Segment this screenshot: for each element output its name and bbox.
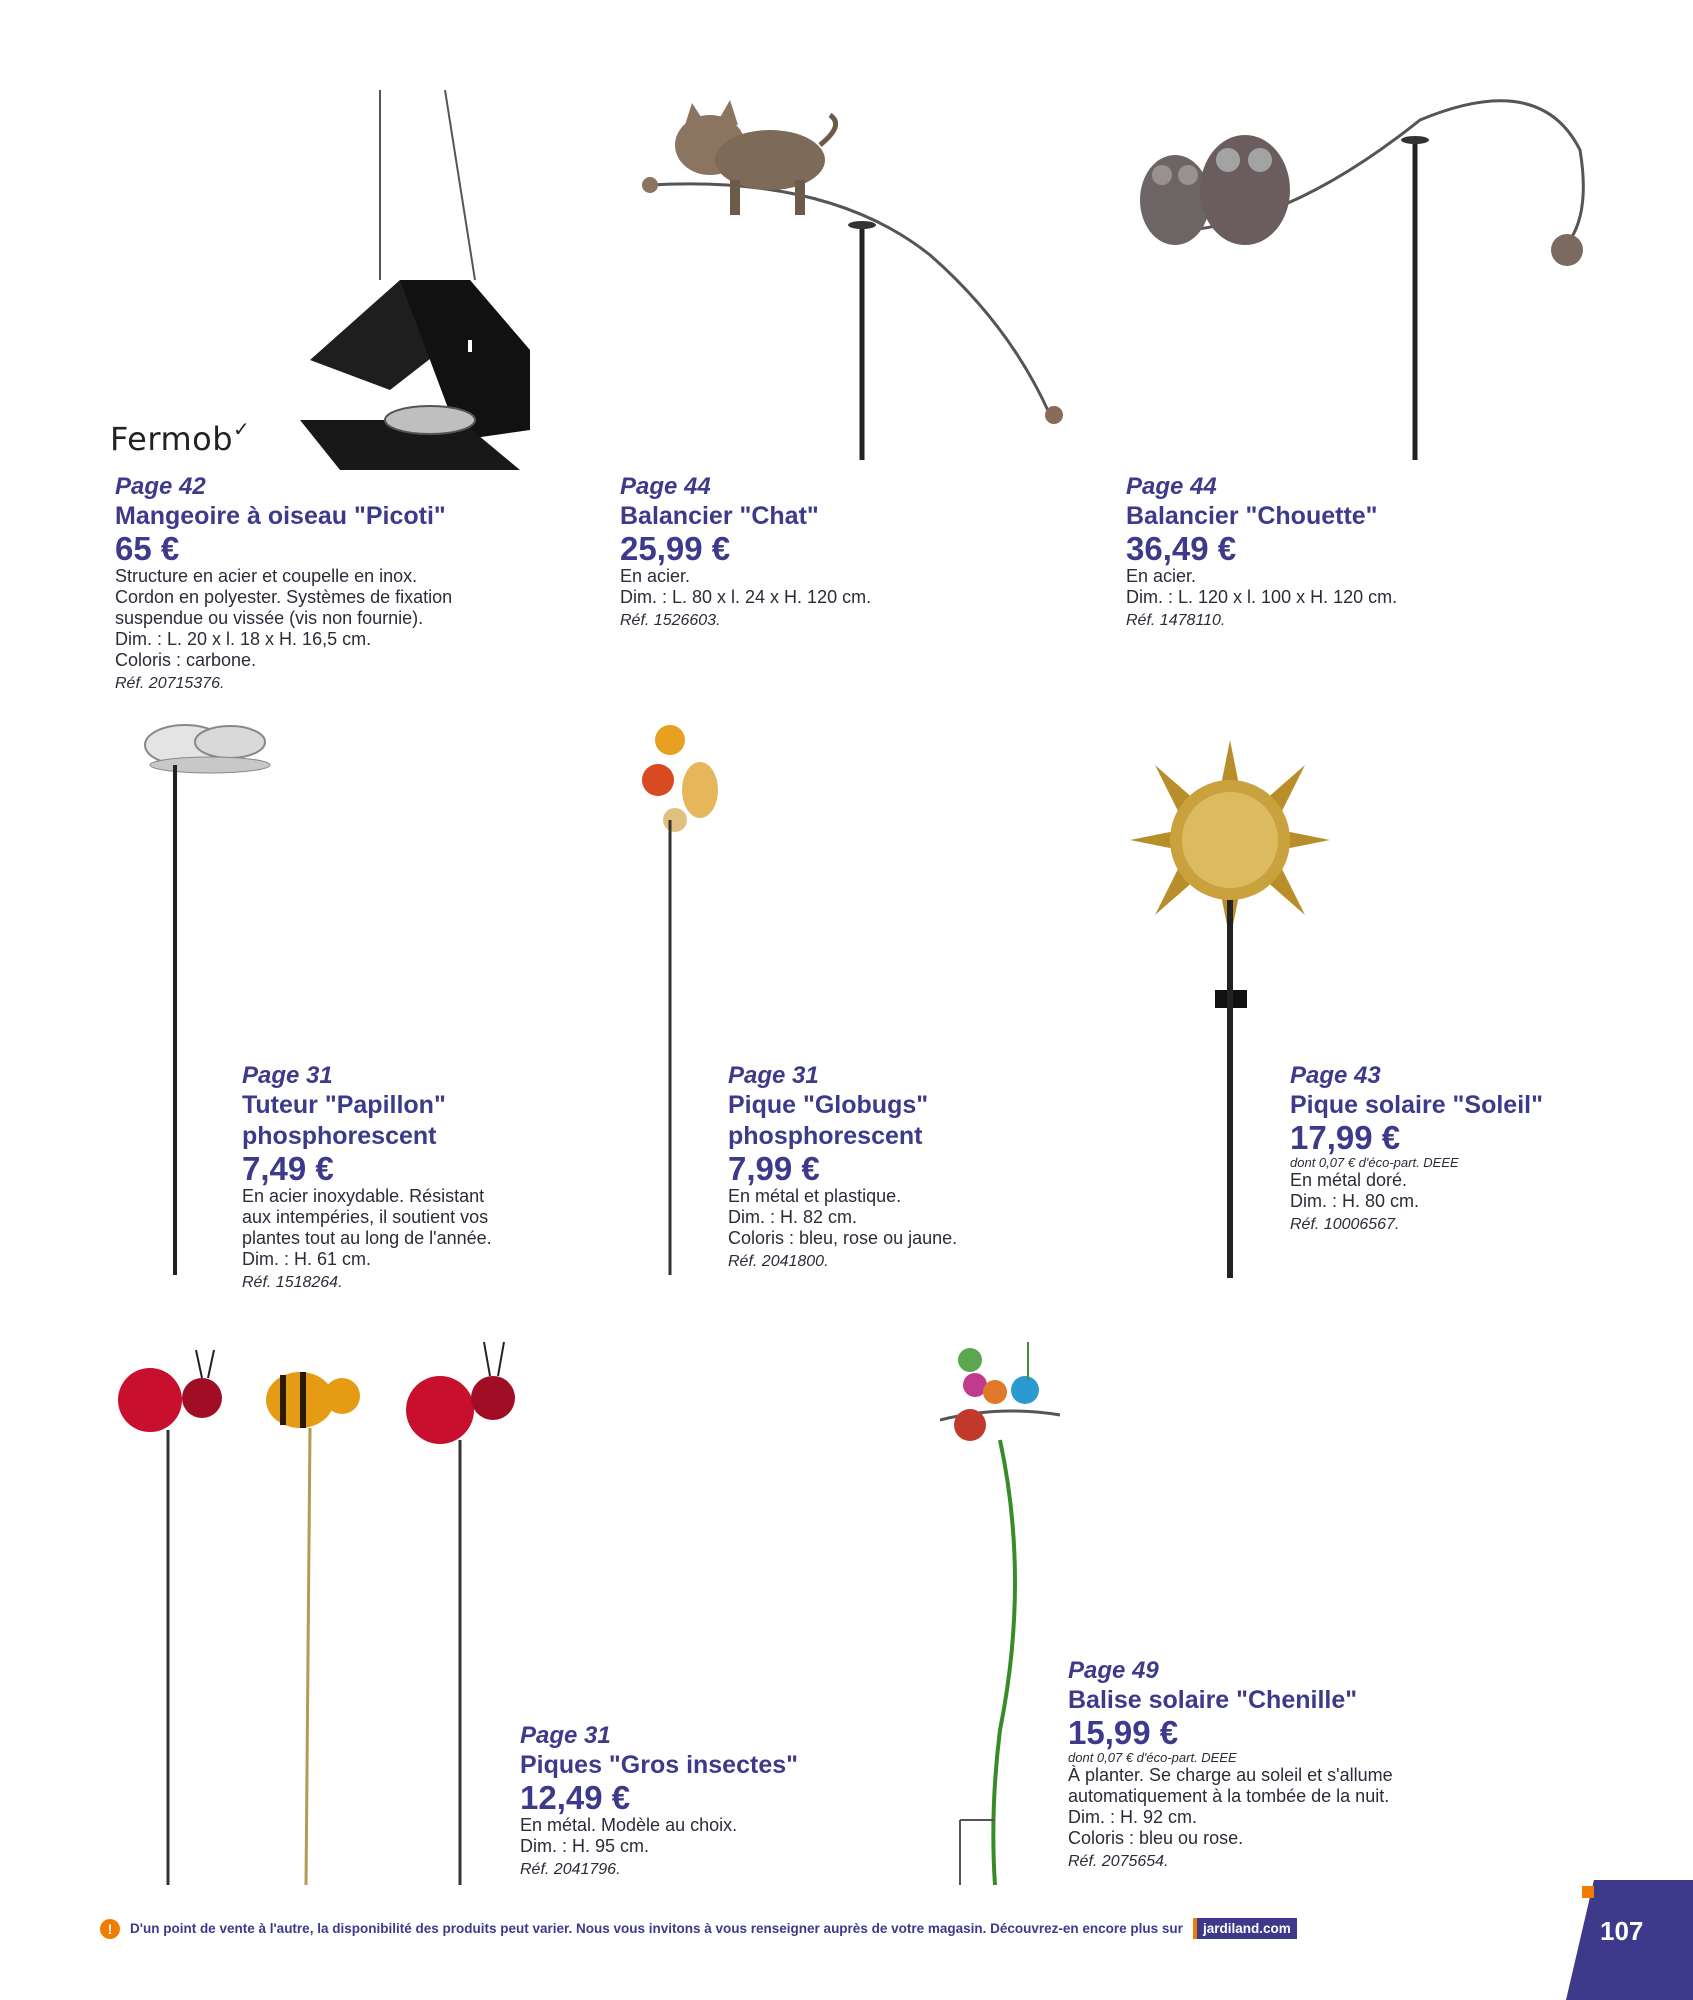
product-dimensions: Dim. : H. 61 cm.: [242, 1249, 372, 1269]
product-description: En acier.: [1126, 566, 1197, 586]
product-pique-soleil: [1290, 1062, 1610, 1236]
product-price: 7,49 €: [242, 1150, 334, 1187]
product-balise-chenille: [1068, 1657, 1528, 1873]
product-price: 7,99 €: [728, 1150, 820, 1187]
product-dimensions: Dim. : H. 95 cm.: [520, 1836, 650, 1856]
product-price: 65 €: [115, 530, 180, 567]
product-description: suspendue ou vissée (vis non fournie).: [115, 608, 424, 628]
product-dimensions: Dim. : L. 20 x l. 18 x H. 16,5 cm.: [115, 629, 372, 649]
product-reference: Réf. 2075654.: [1068, 1853, 1169, 1870]
product-title: phosphorescent: [242, 1122, 437, 1150]
product-reference: Réf. 1526603.: [620, 612, 721, 629]
big-insects-stakes-image: [110, 1330, 530, 1890]
bird-feeder-image: [290, 90, 550, 470]
product-reference: Réf. 2041796.: [520, 1861, 621, 1878]
product-title: Balise solaire "Chenille": [1068, 1686, 1358, 1714]
product-title: Balancier "Chouette": [1126, 502, 1378, 530]
owl-balancer-image: [1120, 90, 1600, 470]
page-reference: Page 31: [520, 1722, 611, 1749]
product-colors: Coloris : bleu ou rose.: [1068, 1828, 1244, 1848]
product-description: En métal doré.: [1290, 1170, 1408, 1190]
product-reference: Réf. 1478110.: [1126, 612, 1226, 629]
product-title: Pique solaire "Soleil": [1290, 1091, 1543, 1119]
product-dimensions: Dim. : H. 82 cm.: [728, 1207, 858, 1227]
product-description: En acier inoxydable. Résistant: [242, 1186, 485, 1206]
product-picoti: [115, 473, 585, 695]
product-description: Structure en acier et coupelle en inox.: [115, 566, 418, 586]
product-reference: Réf. 20715376.: [115, 675, 225, 692]
product-title: Pique "Globugs": [728, 1091, 929, 1119]
notice-text: D'un point de vente à l'autre, la disponibilité des produits peut varier. Nous vous invitons à vous renseigner auprès de votre magasin. Découvrez-en encore plus sur: [130, 1921, 1183, 1936]
product-reference: Réf. 1518264.: [242, 1274, 343, 1291]
page-number: 107: [1600, 1916, 1644, 1946]
page-reference: Page 31: [242, 1062, 333, 1089]
product-tuteur-papillon: [242, 1062, 622, 1294]
product-dimensions: Dim. : L. 120 x l. 100 x H. 120 cm.: [1126, 587, 1398, 607]
product-description: En acier.: [620, 566, 691, 586]
page-reference: Page 42: [115, 473, 206, 500]
page-reference: Page 31: [728, 1062, 819, 1089]
eco-participation: dont 0,07 € d'éco-part. DEEE: [1068, 1750, 1237, 1765]
cat-balancer-image: [630, 85, 1080, 465]
product-price: 25,99 €: [620, 530, 731, 567]
product-price: 12,49 €: [520, 1779, 631, 1816]
product-dimensions: Dim. : H. 92 cm.: [1068, 1807, 1198, 1827]
product-title: phosphorescent: [728, 1122, 923, 1150]
page-reference: Page 43: [1290, 1062, 1381, 1089]
product-dimensions: Dim. : H. 80 cm.: [1290, 1191, 1420, 1211]
product-description: aux intempéries, il soutient vos: [242, 1207, 489, 1227]
page-reference: Page 44: [620, 473, 711, 500]
product-price: 15,99 €: [1068, 1714, 1179, 1751]
fermob-logo: Fermob✓: [110, 417, 251, 458]
product-gros-insectes: [520, 1722, 900, 1881]
product-title: Piques "Gros insectes": [520, 1751, 798, 1779]
product-balancier-chouette: [1126, 473, 1566, 632]
globugs-stake-image: [620, 720, 730, 1280]
product-dimensions: Dim. : L. 80 x l. 24 x H. 120 cm.: [620, 587, 872, 607]
product-title: Tuteur "Papillon": [242, 1091, 446, 1119]
product-description: En métal et plastique.: [728, 1186, 902, 1206]
eco-participation: dont 0,07 € d'éco-part. DEEE: [1290, 1155, 1459, 1170]
info-icon: !: [100, 1919, 120, 1939]
product-title: Balancier "Chat": [620, 502, 819, 530]
product-description: plantes tout au long de l'année.: [242, 1228, 492, 1248]
product-reference: Réf. 2041800.: [728, 1253, 829, 1270]
product-price: 17,99 €: [1290, 1119, 1401, 1156]
product-description: automatiquement à la tombée de la nuit.: [1068, 1786, 1390, 1806]
product-colors: Coloris : carbone.: [115, 650, 257, 670]
product-reference: Réf. 10006567.: [1290, 1216, 1400, 1233]
product-description: À planter. Se charge au soleil et s'allume: [1068, 1765, 1393, 1785]
tab-accent: [1582, 1886, 1594, 1898]
jardiland-link[interactable]: jardiland.com: [1193, 1918, 1297, 1939]
product-balancier-chat: [620, 473, 1040, 632]
caterpillar-stake-image: [940, 1330, 1080, 1890]
page-reference: Page 44: [1126, 473, 1217, 500]
product-colors: Coloris : bleu, rose ou jaune.: [728, 1228, 958, 1248]
page-reference: Page 49: [1068, 1657, 1159, 1684]
product-description: En métal. Modèle au choix.: [520, 1815, 738, 1835]
availability-notice: [100, 1918, 1297, 1939]
product-pique-globugs: [728, 1062, 1088, 1273]
product-description: Cordon en polyester. Systèmes de fixation: [115, 587, 453, 607]
product-title: Mangeoire à oiseau "Picoti": [115, 502, 446, 530]
product-price: 36,49 €: [1126, 530, 1237, 567]
